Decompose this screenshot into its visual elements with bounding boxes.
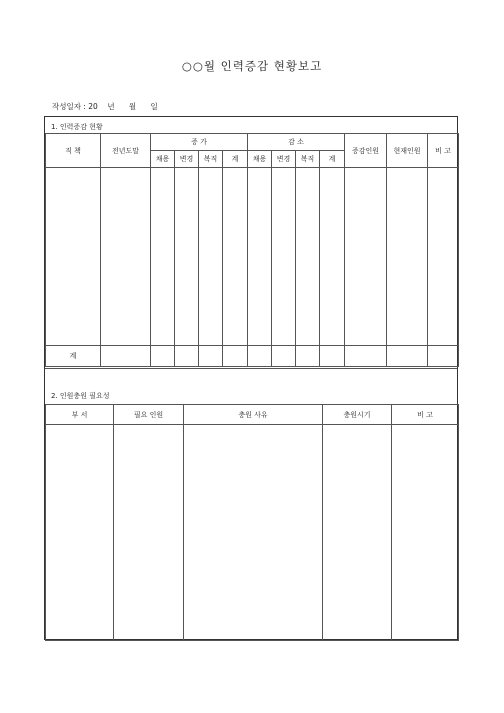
header-required-staff: 필요 인원 (114, 405, 184, 425)
sub-header-change: 변경 (272, 151, 296, 168)
header-remarks: 비 고 (392, 405, 459, 425)
total-cell[interactable] (199, 346, 223, 367)
entry-cell[interactable] (114, 425, 184, 641)
sub-header-hire: 채용 (248, 151, 272, 168)
entry-cell[interactable] (296, 168, 320, 346)
entry-cell[interactable] (392, 425, 459, 641)
entry-cell[interactable] (101, 168, 151, 346)
total-cell[interactable] (345, 346, 387, 367)
total-cell[interactable] (428, 346, 459, 367)
entry-cell[interactable] (323, 425, 392, 641)
sub-header-hire: 채용 (151, 151, 175, 168)
section1-label: 1. 인력증감 현황 (51, 123, 103, 131)
entry-cell[interactable] (320, 168, 345, 346)
entry-cell[interactable] (46, 425, 114, 641)
entry-cell[interactable] (175, 168, 199, 346)
page-title: ○○월 인력증감 현황보고 (181, 59, 323, 73)
header-decrease: 감 소 (248, 134, 345, 151)
entry-cell[interactable] (428, 168, 459, 346)
section2-label: 2. 인원충원 필요성 (51, 392, 110, 400)
report-form (44, 116, 458, 640)
header-remarks: 비 고 (428, 134, 459, 168)
total-cell[interactable] (296, 346, 320, 367)
entry-cell[interactable] (272, 168, 296, 346)
entry-cell[interactable] (248, 168, 272, 346)
total-cell[interactable] (101, 346, 151, 367)
entry-cell[interactable] (184, 425, 323, 641)
section-divider (45, 368, 457, 369)
total-row (46, 346, 459, 367)
sub-header-return: 복직 (199, 151, 223, 168)
header-current: 현재인원 (387, 134, 428, 168)
staffing-need-table (45, 404, 459, 641)
header-reason: 충원 사유 (184, 405, 323, 425)
sub-header-return: 복직 (296, 151, 320, 168)
entry-cell[interactable] (223, 168, 248, 346)
header-net-change: 증감인원 (345, 134, 387, 168)
entry-cell[interactable] (345, 168, 387, 346)
sub-header-total: 계 (223, 151, 248, 168)
total-cell[interactable] (272, 346, 296, 367)
sub-header-change: 변경 (175, 151, 199, 168)
total-cell[interactable] (223, 346, 248, 367)
header-prev-month-end: 전년도말 (101, 134, 151, 168)
entry-cell[interactable] (46, 168, 101, 346)
sub-header-total: 계 (320, 151, 345, 168)
staff-change-table (45, 133, 459, 367)
header-position: 직 책 (46, 134, 101, 168)
total-cell[interactable] (387, 346, 428, 367)
total-label: 계 (46, 346, 101, 367)
total-cell[interactable] (320, 346, 345, 367)
entry-cell[interactable] (151, 168, 175, 346)
total-cell[interactable] (175, 346, 199, 367)
header-department: 부 서 (46, 405, 114, 425)
table-body-row (46, 425, 459, 641)
total-cell[interactable] (248, 346, 272, 367)
date-line: 작성일자 : 20 년 월 일 (52, 102, 158, 111)
header-timing: 충원시기 (323, 405, 392, 425)
entry-cell[interactable] (387, 168, 428, 346)
header-increase: 증 가 (151, 134, 248, 151)
total-cell[interactable] (151, 346, 175, 367)
entry-cell[interactable] (199, 168, 223, 346)
table-body-row (46, 168, 459, 346)
